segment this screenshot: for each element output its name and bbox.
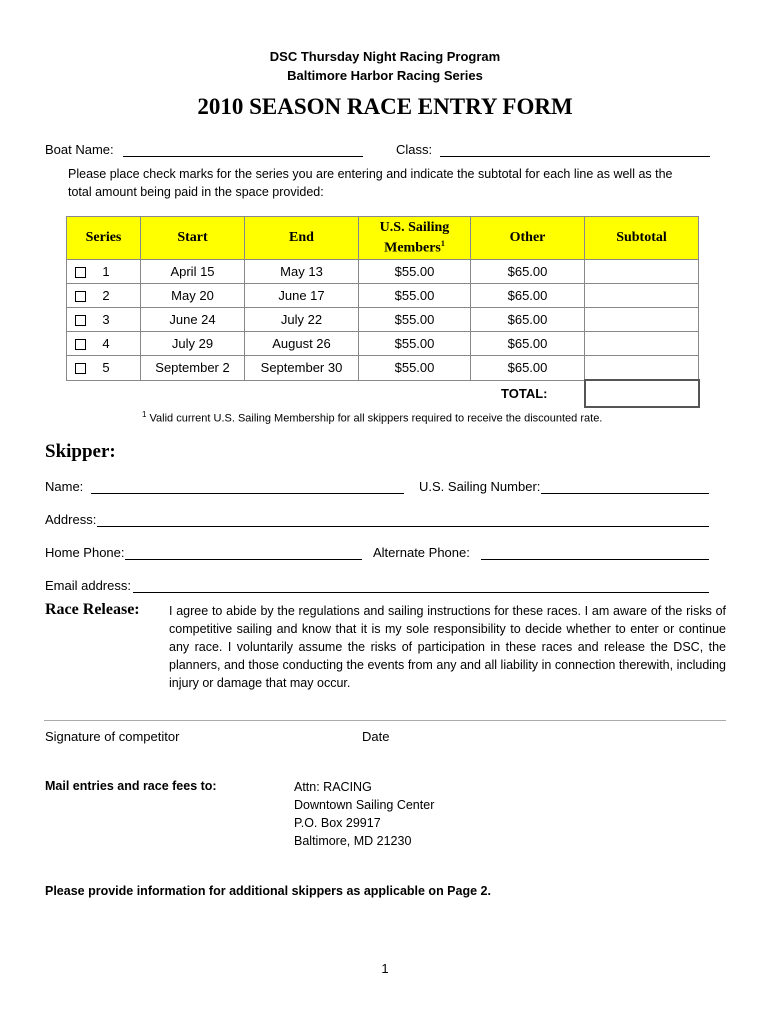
name-field[interactable] (91, 493, 404, 494)
address-field[interactable] (97, 526, 709, 527)
table-row: 4 July 29 August 26 $55.00 $65.00 (67, 332, 699, 356)
page-title: 2010 SEASON RACE ENTRY FORM (197, 94, 573, 119)
subtotal-cell[interactable] (585, 308, 699, 332)
series-checkbox[interactable] (75, 267, 86, 278)
date-label: Date (362, 729, 390, 744)
subtotal-cell[interactable] (585, 260, 699, 284)
sailing-number-label: U.S. Sailing Number: (419, 479, 541, 494)
subtotal-cell[interactable] (585, 284, 699, 308)
alt-phone-field[interactable] (481, 559, 709, 560)
class-field[interactable] (440, 156, 710, 157)
release-heading: Race Release: (45, 601, 140, 618)
skipper-heading: Skipper: (45, 441, 116, 462)
series-checkbox[interactable] (75, 363, 86, 374)
table-row: 3 June 24 July 22 $55.00 $65.00 (67, 308, 699, 332)
series-table (66, 216, 700, 408)
start-header: Start (141, 217, 245, 260)
subtotal-cell[interactable] (585, 356, 699, 381)
boat-name-label: Boat Name: (45, 142, 114, 157)
additional-skippers-note: Please provide information for additional skippers as applicable on Page 2. (45, 884, 491, 898)
table-row: 1 April 15 May 13 $55.00 $65.00 (67, 260, 699, 284)
address-label: Address: (45, 512, 97, 527)
total-row (67, 380, 699, 407)
table-row: 5 September 2 September 30 $55.00 $65.00 (67, 356, 699, 381)
total-cell[interactable] (585, 380, 699, 407)
series-checkbox[interactable] (75, 315, 86, 326)
subtotal-header: Subtotal (585, 217, 699, 260)
series-title: Baltimore Harbor Racing Series (287, 68, 483, 83)
class-label: Class: (396, 142, 433, 157)
sailing-number-field[interactable] (541, 493, 709, 494)
mail-address: Attn: RACING Downtown Sailing Center P.O. Box 29917 Baltimore, MD 21230 (294, 780, 435, 848)
other-header: Other (471, 217, 585, 260)
series-checkbox[interactable] (75, 291, 86, 302)
table-row: 2 May 20 June 17 $55.00 $65.00 (67, 284, 699, 308)
email-field[interactable] (133, 592, 709, 593)
program-title: DSC Thursday Night Racing Program (269, 49, 501, 64)
footnote: $^1$ Valid current U.S. Sailing Membership for all skippers required to receive the discounted rate. (142, 410, 603, 425)
home-phone-label: Home Phone: (45, 545, 125, 560)
end-header: End (245, 217, 359, 260)
series-checkbox[interactable] (75, 339, 86, 350)
series-header: Series (67, 217, 141, 260)
total-label: TOTAL: (67, 380, 585, 407)
signature-line[interactable] (44, 720, 726, 721)
name-label: Name: (45, 479, 84, 494)
alt-phone-label: Alternate Phone: (373, 545, 470, 560)
boat-name-field[interactable] (123, 156, 363, 157)
subtotal-cell[interactable] (585, 332, 699, 356)
email-label: Email address: (45, 578, 131, 593)
signature-label: Signature of competitor (45, 729, 180, 744)
home-phone-field[interactable] (125, 559, 362, 560)
us-sailing-header: U.S. Sailing Members$^1$ (359, 217, 471, 260)
page-number: 1 (381, 961, 389, 976)
release-text: I agree to abide by the regulations and sailing instructions for these races. I am aware of the risks of competitive sailing and know that it is my sole responsibility to decide whether to enter or continue any race. I voluntarily assume the risks of participation in these races and release the DSC, the planners, and those conducting the events from any and all liability in connection therewith, including injury or damage that may occur. (169, 604, 726, 690)
instructions: Please place check marks for the series you are entering and indicate the subtotal for each line as well as the total amount being paid in the space provided: (68, 167, 673, 199)
mail-label: Mail entries and race fees to: (45, 779, 217, 793)
table-header-row (67, 217, 699, 260)
